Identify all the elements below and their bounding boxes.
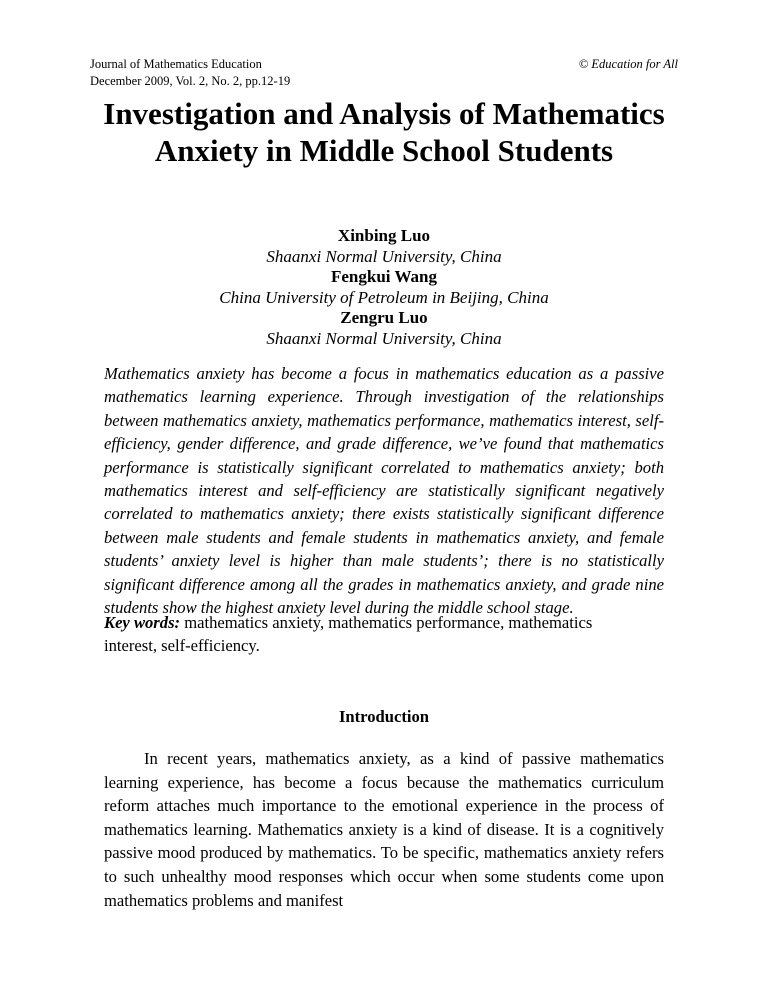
section-heading-introduction: Introduction [338, 707, 430, 726]
keywords-label: Key words: [104, 613, 181, 632]
copyright-notice: © Education for All [578, 57, 678, 71]
journal-header [90, 56, 290, 90]
abstract: Mathematics anxiety has become a focus in mathematics education as a passive mathematics learning experience. Through investigation of the relationships between mathematics anxiety, mathematics performance, mathematics interest, self-efficiency, gender difference, and grade difference, we’ve found that mathematics performance is statistically significant correlated to mathematics anxiety; both mathematics interest and self-efficiency are statistically significant negatively correlated to mathematics anxiety; there exists statistically significant difference between male students and female students in mathematics anxiety, and female students’ anxiety level is higher than male students’; there is no statistically significant difference among all the grades in mathematics anxiety, and grade nine students show the highest anxiety level during the middle school stage. [104, 364, 664, 618]
paper-title: Investigation and Analysis of Mathematics Anxiety in Middle School Students [103, 96, 665, 168]
introduction-body [104, 747, 664, 912]
keywords [104, 612, 624, 657]
journal-name: Journal of Mathematics Education [90, 57, 262, 71]
author-affiliation: China University of Petroleum in Beijing, China [219, 287, 549, 307]
author-name: Fengkui Wang [331, 267, 437, 286]
author-affiliation: Shaanxi Normal University, China [266, 328, 502, 348]
body-paragraph: In recent years, mathematics anxiety, as a kind of passive mathematics learning experience, has become a focus because the mathematics curriculum reform attaches much importance to the emotional experience in the process of mathematics learning. Mathematics anxiety is a kind of disease. It is a cognitively passive mood produced by mathematics. To be specific, mathematics anxiety refers to such unhealthy mood responses which occur when some students come upon mathematics problems and manifest [104, 749, 664, 910]
author-affiliation: Shaanxi Normal University, China [266, 246, 502, 266]
author-block [90, 226, 678, 349]
author-name: Zengru Luo [340, 308, 428, 327]
keywords-text: mathematics anxiety, mathematics performance, mathematics interest, self-efficiency. [104, 613, 593, 655]
author-name: Xinbing Luo [337, 226, 431, 245]
journal-issue: December 2009, Vol. 2, No. 2, pp.12-19 [90, 74, 291, 88]
